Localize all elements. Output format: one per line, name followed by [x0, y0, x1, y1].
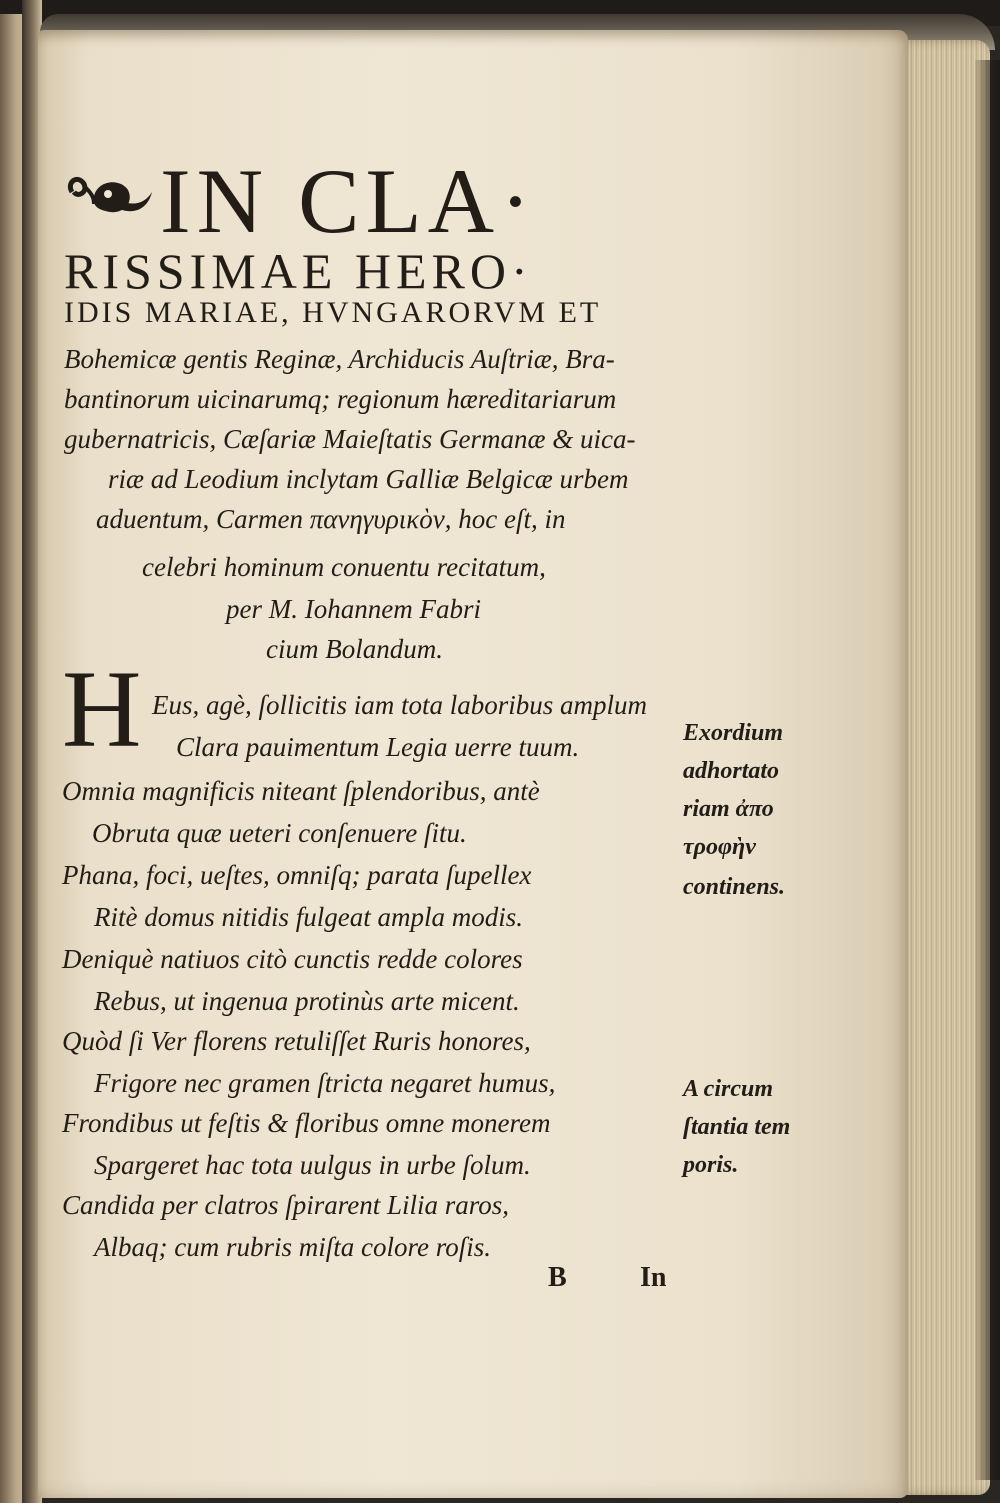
intro-line: riæ ad Leodium inclytam Galliæ Belgicæ urbem: [108, 464, 629, 494]
poem-line: Albaq; cum rubris miſta colore roſis.: [94, 1232, 491, 1262]
catchword: In: [640, 1262, 667, 1293]
poem-line: Phana, foci, ueſtes, omniſq; parata ſupellex: [62, 860, 532, 890]
marginal-note-line: Exordium: [683, 720, 784, 746]
poem-line: Ritè domus nitidis fulgeat ampla modis.: [94, 902, 523, 932]
poem-line: Candida per clatros ſpirarent Lilia raros,: [62, 1190, 510, 1220]
poem-line: Quòd ſi Ver florens retuliſſet Ruris honores,: [62, 1026, 531, 1056]
intro-line: gubernatricis, Cæſariæ Maieſtatis Germanæ & uica-: [64, 424, 636, 454]
intro-line: celebri hominum conuentu recitatum,: [142, 552, 546, 582]
intro-line: per M. Iohannem Fabri: [226, 594, 481, 624]
fore-edge-shadow: [975, 60, 1000, 1480]
heading-line-1: IN CLA·: [160, 150, 537, 252]
marginal-note-line: riam ἀπο: [683, 796, 774, 822]
marginal-note-line: adhortato: [683, 758, 780, 784]
intro-line: cium Bolandum.: [266, 634, 443, 664]
marginal-note-line: poris.: [683, 1152, 739, 1178]
signature-mark: B: [548, 1262, 567, 1293]
poem-line: Obruta quæ ueteri conſenuere ſitu.: [92, 818, 467, 848]
poem-line: Spargeret hac tota uulgus in urbe ſolum.: [94, 1150, 531, 1180]
fleuron-ornament-icon: [64, 162, 156, 230]
marginal-note-line: ſtantia tem: [683, 1114, 791, 1140]
marginal-note-line: continens.: [683, 874, 786, 900]
heading-line-2: RISSIMAE HERO·: [64, 243, 533, 299]
poem-line: Frondibus ut feſtis & floribus omne monerem: [62, 1108, 551, 1138]
intro-line: aduentum, Carmen πανηγυρικὸν, hoc eſt, in: [96, 504, 566, 534]
poem-line: Frigore nec gramen ſtricta negaret humus,: [94, 1068, 556, 1098]
poem-line: Eus, agè, ſollicitis iam tota laboribus amplum: [152, 690, 648, 720]
intro-line: Bohemicæ gentis Reginæ, Archiducis Auſtriæ, Bra-: [64, 344, 615, 374]
marginal-note-line: τροφὴν: [683, 834, 756, 860]
poem-line: Clara pauimentum Legia uerre tuum.: [176, 732, 580, 762]
poem-line: Rebus, ut ingenua protinùs arte micent.: [94, 986, 520, 1016]
poem-line: Omnia magnificis niteant ſplendoribus, antè: [62, 776, 540, 806]
drop-cap-initial: H: [62, 648, 142, 770]
marginal-note-line: A circum: [683, 1076, 774, 1102]
heading-line-3: IDIS MARIAE, HVNGARORVM ET: [64, 296, 602, 329]
poem-line: Deniquè natiuos citò cunctis redde colores: [62, 944, 523, 974]
intro-line: bantinorum uicinarumq; regionum hæreditariarum: [64, 384, 617, 414]
